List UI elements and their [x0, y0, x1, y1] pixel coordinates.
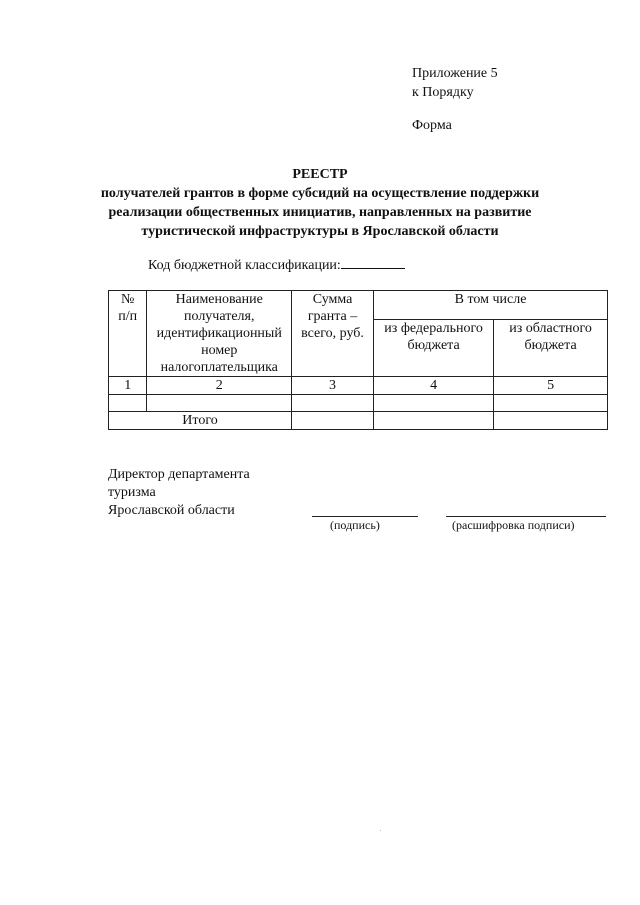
decoding-line — [446, 516, 606, 517]
column-number: 3 — [292, 377, 374, 395]
header-recipient-line: налогоплательщика — [160, 360, 278, 375]
header-regional-line: из областного — [509, 321, 592, 337]
column-number-row — [109, 377, 608, 395]
title-line-3: реализации общественных инициатив, направленных на развитие — [108, 205, 532, 220]
header-federal-line: из федерального — [384, 321, 483, 337]
total-federal-cell — [374, 412, 494, 430]
header-recipient-line: номер — [201, 343, 238, 358]
scan-speck — [380, 830, 381, 831]
title-line-2: получателей грантов в форме субсидий на осуществление поддержки — [100, 186, 540, 201]
header-recipient-line: идентификационный — [156, 326, 282, 341]
appendix-order: к Порядку — [412, 85, 474, 100]
empty-cell — [292, 395, 374, 412]
signer-line: Директор департамента — [108, 467, 250, 482]
appendix-number: Приложение 5 — [412, 66, 498, 81]
signer-line: туризма — [108, 485, 156, 500]
header-federal-budget — [374, 320, 494, 377]
header-federal-line: бюджета — [407, 338, 460, 354]
column-number: 5 — [494, 377, 608, 395]
signature-line — [312, 516, 418, 517]
empty-cell — [147, 395, 292, 412]
total-sum-cell — [292, 412, 374, 430]
header-grant-sum — [292, 291, 374, 377]
column-number: 1 — [109, 377, 147, 395]
table-header-row — [109, 291, 608, 320]
title-line-4: туристической инфраструктуры в Ярославской области — [141, 224, 499, 239]
signature-caption: (подпись) — [330, 518, 380, 532]
header-num-line: п/п — [118, 309, 138, 324]
header-num — [109, 291, 147, 377]
decoding-caption: (расшифровка подписи) — [452, 518, 575, 532]
header-sum-line: всего, руб. — [301, 326, 364, 341]
form-label: Форма — [412, 118, 452, 133]
total-regional-cell — [494, 412, 608, 430]
empty-cell — [494, 395, 608, 412]
header-recipient — [147, 291, 292, 377]
title-main: РЕЕСТР — [292, 167, 348, 182]
total-label: Итого — [109, 412, 292, 430]
empty-cell — [109, 395, 147, 412]
budget-code-blank-line — [341, 256, 405, 269]
header-recipient-line: получателя, — [184, 309, 255, 324]
budget-code-field — [148, 256, 405, 274]
column-number: 2 — [147, 377, 292, 395]
header-sum-line: Сумма — [312, 292, 353, 307]
table-row — [109, 395, 608, 412]
appendix-reference — [412, 64, 498, 102]
empty-cell — [374, 395, 494, 412]
header-regional-line: бюджета — [524, 338, 577, 354]
header-including: В том числе — [374, 291, 608, 320]
document-title — [80, 165, 560, 241]
registry-table — [108, 290, 608, 430]
signer-line: Ярославской области — [108, 503, 235, 518]
header-num-line: № — [121, 292, 135, 307]
signer-position — [108, 466, 250, 520]
header-recipient-line: Наименование — [175, 292, 263, 307]
total-row — [109, 412, 608, 430]
header-sum-line: гранта – — [307, 309, 358, 324]
header-regional-budget — [494, 320, 608, 377]
budget-code-label: Код бюджетной классификации: — [148, 258, 341, 273]
column-number: 4 — [374, 377, 494, 395]
